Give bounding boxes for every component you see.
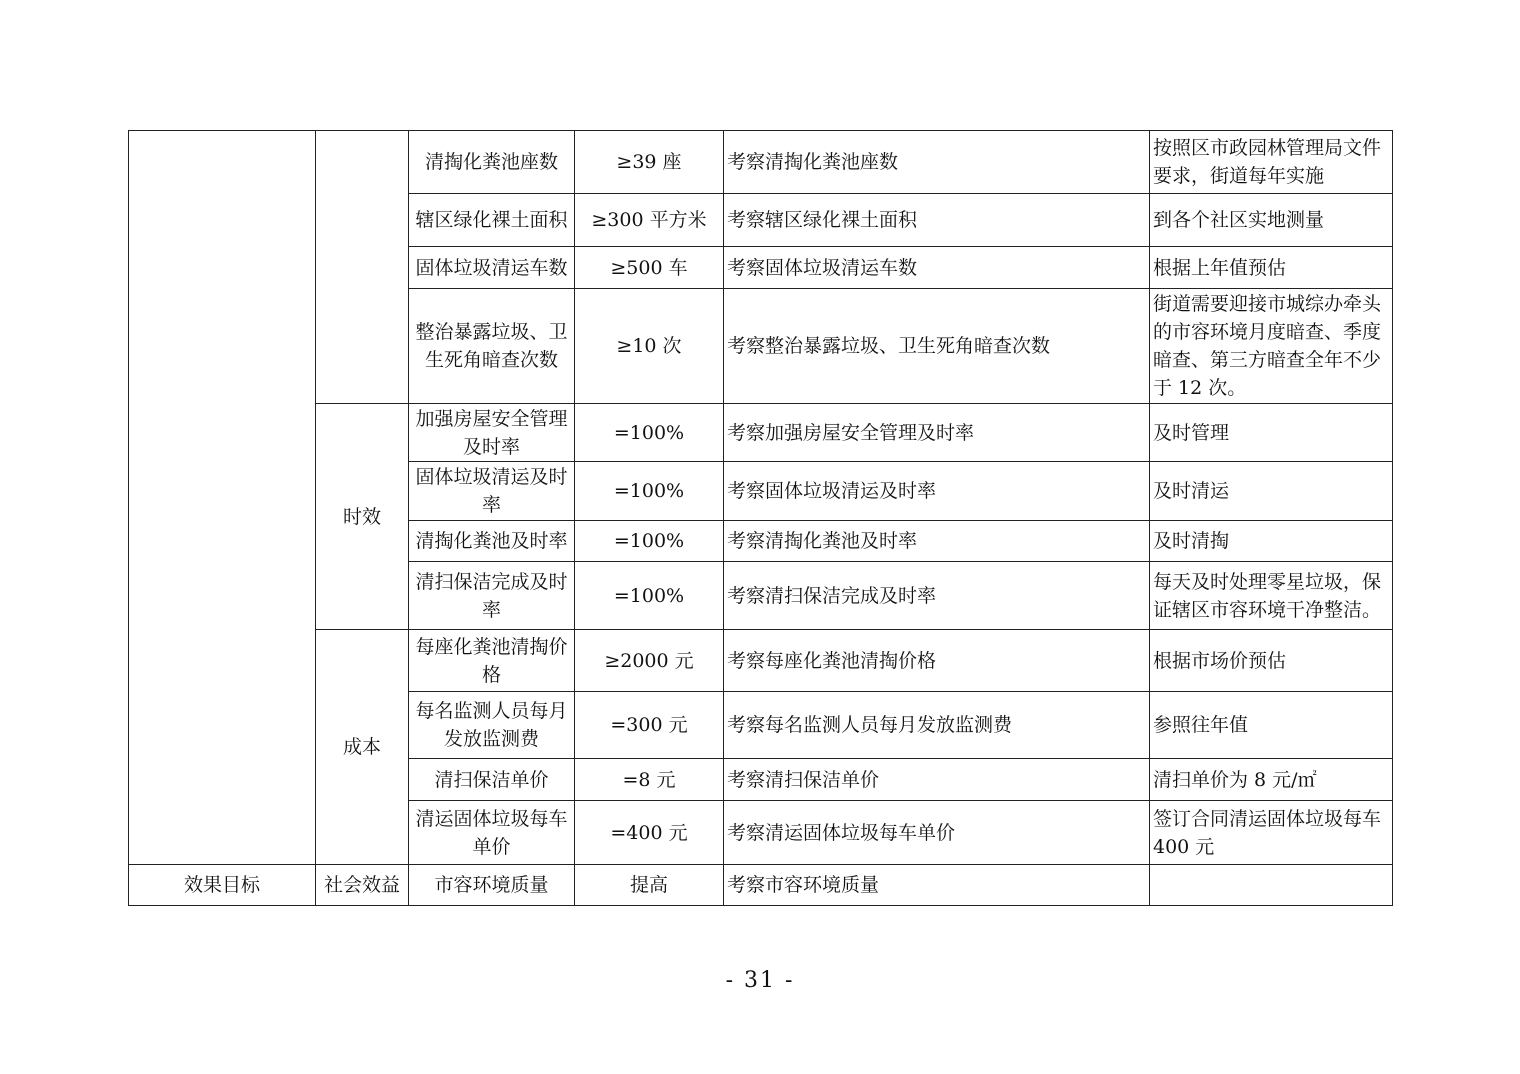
target-cell: ≥2000 元 (575, 630, 724, 692)
content-cell: 考察加强房屋安全管理及时率 (724, 404, 1150, 462)
basis-cell: 及时清运 (1150, 462, 1393, 521)
indicator-cell: 整治暴露垃圾、卫生死角暗查次数 (409, 289, 575, 404)
target-cell: ≥300 平方米 (575, 194, 724, 247)
indicator-cell: 市容环境质量 (409, 865, 575, 906)
target-cell: =400 元 (575, 801, 724, 865)
indicator-cell: 清扫保洁单价 (409, 759, 575, 801)
page-number: - 31 - (725, 968, 795, 993)
content-cell: 考察固体垃圾清运及时率 (724, 462, 1150, 521)
content-cell: 考察清运固体垃圾每车单价 (724, 801, 1150, 865)
content-cell: 考察每座化粪池清掏价格 (724, 630, 1150, 692)
content-cell: 考察固体垃圾清运车数 (724, 247, 1150, 289)
basis-cell: 每天及时处理零星垃圾，保证辖区市容环境干净整洁。 (1150, 562, 1393, 630)
content-cell: 考察清扫保洁完成及时率 (724, 562, 1150, 630)
indicator-cell: 每名监测人员每月发放监测费 (409, 692, 575, 759)
level2-cell: 社会效益 (316, 865, 409, 906)
basis-cell: 参照往年值 (1150, 692, 1393, 759)
target-cell: =300 元 (575, 692, 724, 759)
indicator-cell: 固体垃圾清运车数 (409, 247, 575, 289)
basis-cell: 清扫单价为 8 元/㎡ (1150, 759, 1393, 801)
content-cell: 考察清掏化粪池座数 (724, 131, 1150, 194)
basis-cell: 按照区市政园林管理局文件要求，街道每年实施 (1150, 131, 1393, 194)
content-cell: 考察清扫保洁单价 (724, 759, 1150, 801)
target-cell: =8 元 (575, 759, 724, 801)
table-row (129, 131, 1393, 194)
content-cell: 考察清掏化粪池及时率 (724, 521, 1150, 562)
content-cell: 考察每名监测人员每月发放监测费 (724, 692, 1150, 759)
group-cost: 成本 (316, 630, 409, 865)
group-timeliness: 时效 (316, 404, 409, 630)
basis-cell: 及时清掏 (1150, 521, 1393, 562)
target-cell: =100% (575, 462, 724, 521)
level1-cell (129, 131, 316, 865)
level2-cell (316, 131, 409, 404)
target-cell: =100% (575, 404, 724, 462)
indicator-cell: 清掏化粪池座数 (409, 131, 575, 194)
basis-cell: 签订合同清运固体垃圾每车 400 元 (1150, 801, 1393, 865)
indicator-cell: 加强房屋安全管理及时率 (409, 404, 575, 462)
indicator-cell: 清扫保洁完成及时率 (409, 562, 575, 630)
level1-cell: 效果目标 (129, 865, 316, 906)
table-row (129, 865, 1393, 906)
content-cell: 考察辖区绿化裸土面积 (724, 194, 1150, 247)
basis-cell (1150, 865, 1393, 906)
target-cell: =100% (575, 521, 724, 562)
target-cell: ≥500 车 (575, 247, 724, 289)
content-cell: 考察整治暴露垃圾、卫生死角暗查次数 (724, 289, 1150, 404)
target-cell: =100% (575, 562, 724, 630)
basis-cell: 及时管理 (1150, 404, 1393, 462)
indicator-table (128, 130, 1393, 906)
target-cell: ≥39 座 (575, 131, 724, 194)
table-row (129, 404, 1393, 462)
indicator-cell: 清运固体垃圾每车单价 (409, 801, 575, 865)
basis-cell: 到各个社区实地测量 (1150, 194, 1393, 247)
indicator-cell: 清掏化粪池及时率 (409, 521, 575, 562)
content-cell: 考察市容环境质量 (724, 865, 1150, 906)
table-row (129, 630, 1393, 692)
basis-cell: 根据上年值预估 (1150, 247, 1393, 289)
target-cell: 提高 (575, 865, 724, 906)
indicator-cell: 辖区绿化裸土面积 (409, 194, 575, 247)
basis-cell: 根据市场价预估 (1150, 630, 1393, 692)
target-cell: ≥10 次 (575, 289, 724, 404)
basis-cell: 街道需要迎接市城综办牵头的市容环境月度暗查、季度暗查、第三方暗查全年不少于 12 次。 (1150, 289, 1393, 404)
indicator-cell: 固体垃圾清运及时率 (409, 462, 575, 521)
indicator-cell: 每座化粪池清掏价格 (409, 630, 575, 692)
